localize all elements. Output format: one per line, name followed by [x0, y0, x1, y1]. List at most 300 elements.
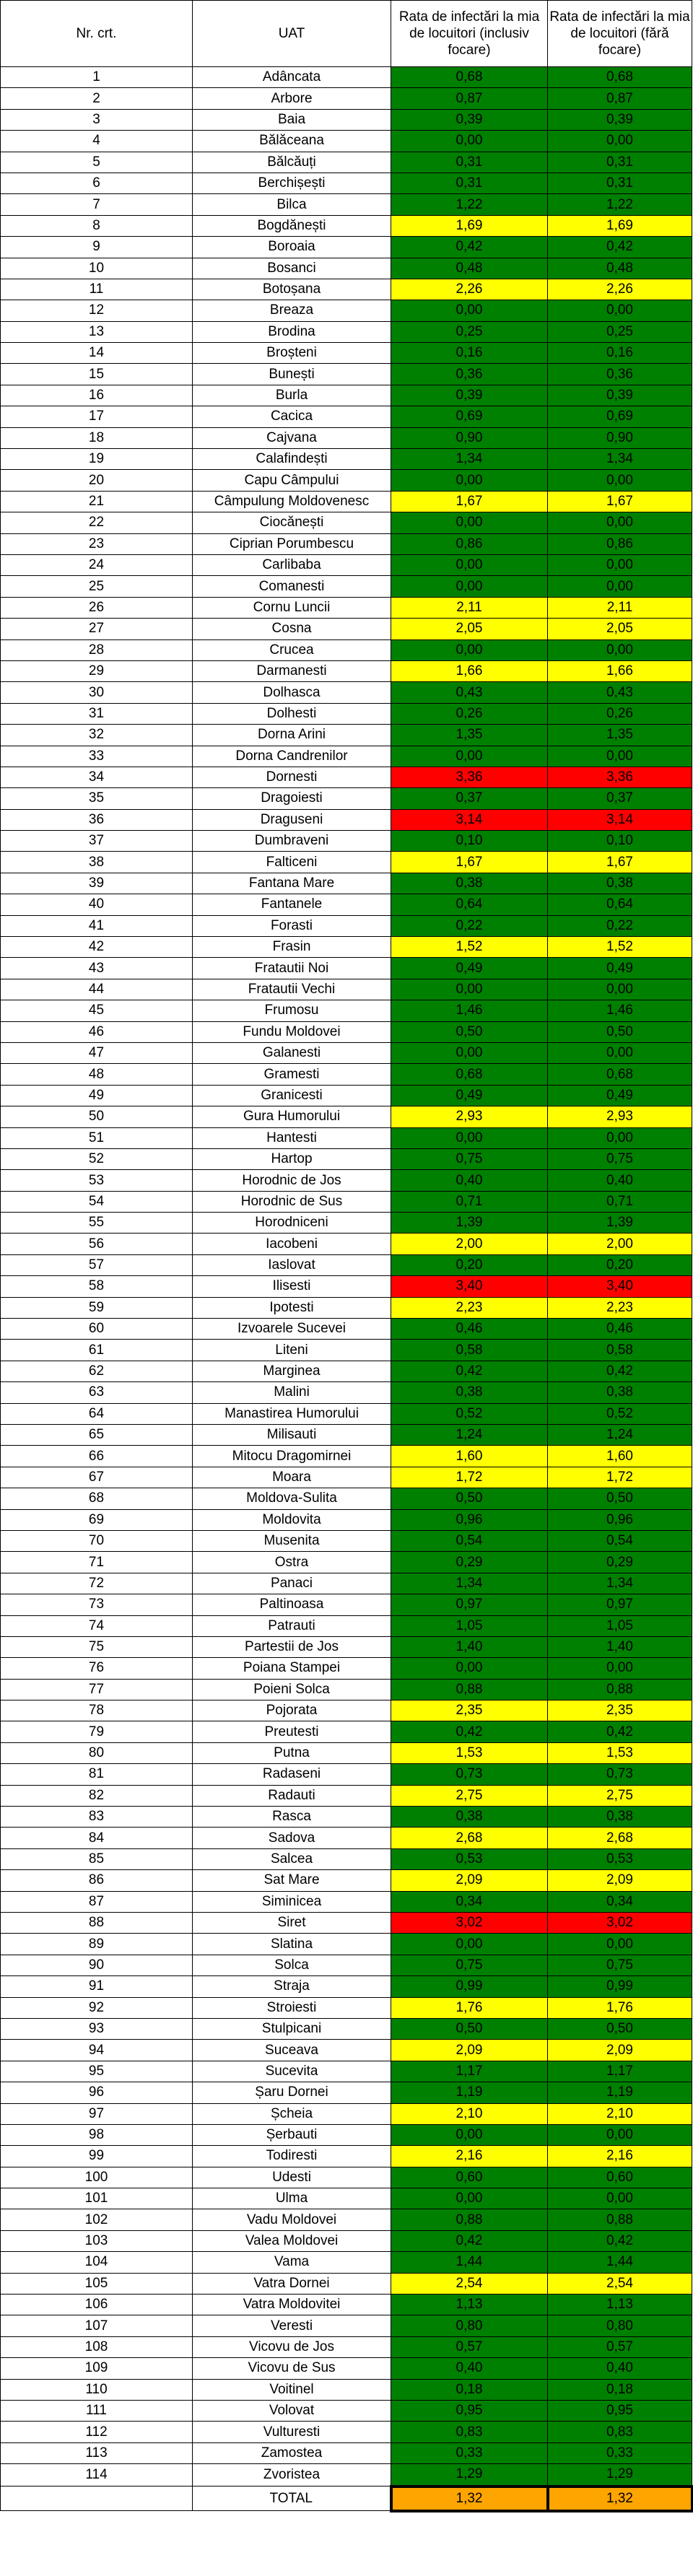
table-row — [1, 619, 692, 639]
row-uat: Comanesti — [193, 576, 391, 597]
row-nr: 72 — [1, 1573, 193, 1594]
table-row — [1, 88, 692, 109]
table-row — [1, 2464, 692, 2487]
row-nr: 32 — [1, 725, 193, 746]
row-rate-inclusive: 0,64 — [391, 894, 548, 915]
table-row — [1, 1934, 692, 1955]
table-row — [1, 1276, 692, 1297]
row-rate-exclusive: 0,00 — [548, 554, 692, 575]
row-nr: 59 — [1, 1297, 193, 1318]
row-nr: 44 — [1, 979, 193, 1000]
row-uat: Breaza — [193, 300, 391, 321]
table-row — [1, 1467, 692, 1488]
row-nr: 6 — [1, 173, 193, 193]
row-rate-inclusive: 2,54 — [391, 2273, 548, 2294]
table-row — [1, 1615, 692, 1636]
row-rate-exclusive: 1,22 — [548, 194, 692, 215]
table-row — [1, 1382, 692, 1403]
table-row — [1, 2061, 692, 2082]
table-row — [1, 1955, 692, 1975]
row-rate-exclusive: 0,42 — [548, 1721, 692, 1742]
row-uat: Straja — [193, 1976, 391, 1997]
row-nr: 85 — [1, 1848, 193, 1869]
table-row — [1, 1828, 692, 1848]
row-uat: Udesti — [193, 2167, 391, 2188]
table-row — [1, 237, 692, 258]
row-nr: 36 — [1, 809, 193, 830]
row-nr: 110 — [1, 2379, 193, 2400]
row-rate-exclusive: 0,40 — [548, 1170, 692, 1191]
row-rate-inclusive: 0,46 — [391, 1319, 548, 1340]
row-nr: 114 — [1, 2464, 193, 2487]
row-nr: 7 — [1, 194, 193, 215]
table-row — [1, 1848, 692, 1869]
table-row — [1, 831, 692, 852]
row-rate-exclusive: 1,66 — [548, 660, 692, 681]
row-rate-inclusive: 2,05 — [391, 619, 548, 639]
row-nr: 113 — [1, 2442, 193, 2463]
row-rate-exclusive: 0,49 — [548, 1085, 692, 1106]
row-rate-exclusive: 1,72 — [548, 1467, 692, 1488]
row-uat: Bălcăuți — [193, 152, 391, 173]
row-rate-inclusive: 3,40 — [391, 1276, 548, 1297]
row-uat: Șaru Dornei — [193, 2082, 391, 2103]
row-rate-inclusive: 0,60 — [391, 2167, 548, 2188]
row-rate-inclusive: 0,00 — [391, 300, 548, 321]
row-uat: Fratautii Noi — [193, 958, 391, 979]
row-rate-exclusive: 2,35 — [548, 1700, 692, 1721]
row-rate-inclusive: 2,35 — [391, 1700, 548, 1721]
row-rate-exclusive: 0,29 — [548, 1552, 692, 1573]
row-rate-exclusive: 0,22 — [548, 915, 692, 936]
row-rate-inclusive: 0,50 — [391, 2018, 548, 2039]
row-nr: 18 — [1, 427, 193, 448]
table-row — [1, 1085, 692, 1106]
row-rate-exclusive: 0,00 — [548, 2188, 692, 2209]
row-rate-inclusive: 0,88 — [391, 1679, 548, 1700]
table-row — [1, 1700, 692, 1721]
row-uat: Câmpulung Moldovenesc — [193, 491, 391, 512]
row-uat: Vicovu de Sus — [193, 2358, 391, 2379]
table-row — [1, 279, 692, 300]
row-nr: 16 — [1, 385, 193, 406]
table-row — [1, 1403, 692, 1424]
row-rate-inclusive: 1,19 — [391, 2082, 548, 2103]
row-uat: Bosanci — [193, 258, 391, 279]
row-rate-inclusive: 0,68 — [391, 67, 548, 88]
row-uat: Arbore — [193, 88, 391, 109]
row-nr: 41 — [1, 915, 193, 936]
row-nr: 101 — [1, 2188, 193, 2209]
row-rate-exclusive: 0,42 — [548, 1361, 692, 1381]
row-rate-inclusive: 0,00 — [391, 1042, 548, 1063]
table-row — [1, 152, 692, 173]
table-row — [1, 788, 692, 809]
row-rate-inclusive: 1,66 — [391, 660, 548, 681]
row-rate-exclusive: 0,80 — [548, 2315, 692, 2336]
table-row — [1, 682, 692, 703]
row-uat: Horodniceni — [193, 1213, 391, 1234]
row-rate-exclusive: 0,18 — [548, 2379, 692, 2400]
row-nr: 58 — [1, 1276, 193, 1297]
row-rate-exclusive: 1,76 — [548, 1997, 692, 2018]
row-rate-inclusive: 0,86 — [391, 533, 548, 554]
row-rate-inclusive: 0,00 — [391, 554, 548, 575]
row-nr: 54 — [1, 1191, 193, 1212]
row-rate-inclusive: 1,67 — [391, 852, 548, 873]
row-nr: 92 — [1, 1997, 193, 2018]
row-uat: Dolhasca — [193, 682, 391, 703]
row-nr: 96 — [1, 2082, 193, 2103]
row-nr: 97 — [1, 2103, 193, 2124]
row-nr: 40 — [1, 894, 193, 915]
table-row — [1, 937, 692, 958]
row-uat: Malini — [193, 1382, 391, 1403]
row-uat: Ulma — [193, 2188, 391, 2209]
row-uat: Ilisesti — [193, 1276, 391, 1297]
table-row — [1, 2358, 692, 2379]
row-nr: 21 — [1, 491, 193, 512]
row-rate-inclusive: 0,38 — [391, 1807, 548, 1828]
row-rate-inclusive: 1,67 — [391, 491, 548, 512]
row-rate-inclusive: 0,42 — [391, 2230, 548, 2251]
row-nr: 78 — [1, 1700, 193, 1721]
table-row — [1, 894, 692, 915]
table-row — [1, 767, 692, 787]
row-rate-exclusive: 0,50 — [548, 2018, 692, 2039]
row-uat: Vatra Dornei — [193, 2273, 391, 2294]
row-rate-inclusive: 0,00 — [391, 1127, 548, 1148]
row-rate-inclusive: 3,14 — [391, 809, 548, 830]
table-row — [1, 300, 692, 321]
table-row — [1, 1254, 692, 1275]
table-row — [1, 1807, 692, 1828]
row-nr: 95 — [1, 2061, 193, 2082]
row-uat: Darmanesti — [193, 660, 391, 681]
row-nr: 81 — [1, 1764, 193, 1785]
row-rate-inclusive: 1,52 — [391, 937, 548, 958]
table-row — [1, 2124, 692, 2145]
row-nr: 53 — [1, 1170, 193, 1191]
row-rate-exclusive: 0,57 — [548, 2336, 692, 2357]
row-nr: 26 — [1, 597, 193, 618]
row-rate-exclusive: 0,42 — [548, 2230, 692, 2251]
row-nr: 56 — [1, 1234, 193, 1254]
table-row — [1, 2167, 692, 2188]
row-uat: Berchișești — [193, 173, 391, 193]
row-rate-inclusive: 0,96 — [391, 1509, 548, 1530]
row-rate-inclusive: 0,42 — [391, 1361, 548, 1381]
row-nr: 93 — [1, 2018, 193, 2039]
table-row — [1, 554, 692, 575]
row-nr: 50 — [1, 1106, 193, 1127]
row-nr: 87 — [1, 1891, 193, 1912]
row-rate-inclusive: 0,00 — [391, 979, 548, 1000]
row-rate-exclusive: 2,10 — [548, 2103, 692, 2124]
row-rate-exclusive: 0,75 — [548, 1148, 692, 1169]
row-nr: 106 — [1, 2295, 193, 2315]
row-rate-exclusive: 0,54 — [548, 1530, 692, 1551]
row-rate-inclusive: 0,00 — [391, 512, 548, 533]
row-nr: 51 — [1, 1127, 193, 1148]
row-rate-exclusive: 1,24 — [548, 1425, 692, 1446]
row-uat: Fantanele — [193, 894, 391, 915]
row-nr: 73 — [1, 1594, 193, 1615]
row-rate-inclusive: 0,69 — [391, 406, 548, 427]
table-row — [1, 2103, 692, 2124]
row-rate-inclusive: 1,13 — [391, 2295, 548, 2315]
row-rate-exclusive: 0,75 — [548, 1955, 692, 1975]
row-nr: 1 — [1, 67, 193, 88]
row-nr: 38 — [1, 852, 193, 873]
row-rate-inclusive: 0,52 — [391, 1403, 548, 1424]
row-rate-exclusive: 0,64 — [548, 894, 692, 915]
row-uat: Salcea — [193, 1848, 391, 1869]
row-rate-exclusive: 0,95 — [548, 2400, 692, 2421]
row-nr: 23 — [1, 533, 193, 554]
row-nr: 86 — [1, 1870, 193, 1891]
header-nr: Nr. crt. — [1, 1, 193, 67]
row-uat: Moldovita — [193, 1509, 391, 1530]
row-rate-exclusive: 0,97 — [548, 1594, 692, 1615]
row-uat: Bilca — [193, 194, 391, 215]
table-row — [1, 1997, 692, 2018]
table-row — [1, 2422, 692, 2442]
row-nr: 102 — [1, 2209, 193, 2230]
row-rate-inclusive: 1,44 — [391, 2252, 548, 2273]
row-rate-inclusive: 0,40 — [391, 2358, 548, 2379]
table-row — [1, 2442, 692, 2463]
row-rate-inclusive: 0,00 — [391, 1934, 548, 1955]
table-row — [1, 746, 692, 767]
row-rate-inclusive: 0,71 — [391, 1191, 548, 1212]
row-uat: Radauti — [193, 1785, 391, 1806]
row-rate-inclusive: 0,34 — [391, 1891, 548, 1912]
row-rate-exclusive: 1,46 — [548, 1000, 692, 1021]
row-rate-exclusive: 1,05 — [548, 1615, 692, 1636]
row-uat: Gura Humorului — [193, 1106, 391, 1127]
table-row — [1, 131, 692, 152]
row-uat: Dornesti — [193, 767, 391, 787]
row-nr: 103 — [1, 2230, 193, 2251]
row-uat: Voitinel — [193, 2379, 391, 2400]
row-rate-inclusive: 1,34 — [391, 1573, 548, 1594]
row-rate-exclusive: 0,31 — [548, 173, 692, 193]
row-rate-exclusive: 0,87 — [548, 88, 692, 109]
row-rate-inclusive: 0,16 — [391, 343, 548, 364]
table-row — [1, 512, 692, 533]
row-nr: 68 — [1, 1488, 193, 1509]
row-rate-inclusive: 0,00 — [391, 2124, 548, 2145]
row-nr: 77 — [1, 1679, 193, 1700]
row-rate-inclusive: 0,31 — [391, 152, 548, 173]
row-rate-inclusive: 0,10 — [391, 831, 548, 852]
row-rate-exclusive: 2,93 — [548, 1106, 692, 1127]
row-nr: 14 — [1, 343, 193, 364]
table-row — [1, 597, 692, 618]
row-nr: 31 — [1, 703, 193, 724]
total-rate-exclusive: 1,32 — [548, 2487, 692, 2511]
table-row — [1, 703, 692, 724]
table-row — [1, 915, 692, 936]
table-body — [1, 67, 692, 2487]
row-nr: 24 — [1, 554, 193, 575]
row-nr: 88 — [1, 1912, 193, 1933]
row-nr: 104 — [1, 2252, 193, 2273]
table-row — [1, 2252, 692, 2273]
row-uat: Moara — [193, 1467, 391, 1488]
row-uat: Milisauti — [193, 1425, 391, 1446]
row-rate-exclusive: 0,36 — [548, 364, 692, 385]
table-row — [1, 2018, 692, 2039]
row-nr: 42 — [1, 937, 193, 958]
row-rate-inclusive: 1,17 — [391, 2061, 548, 2082]
table-row — [1, 660, 692, 681]
row-rate-exclusive: 0,00 — [548, 1127, 692, 1148]
row-nr: 98 — [1, 2124, 193, 2145]
row-uat: Fratautii Vechi — [193, 979, 391, 1000]
row-rate-inclusive: 1,35 — [391, 725, 548, 746]
row-rate-inclusive: 2,68 — [391, 1828, 548, 1848]
table-row — [1, 1297, 692, 1318]
row-rate-exclusive: 1,53 — [548, 1742, 692, 1763]
row-rate-exclusive: 0,00 — [548, 639, 692, 660]
row-uat: Musenita — [193, 1530, 391, 1551]
row-rate-inclusive: 0,00 — [391, 576, 548, 597]
table-row — [1, 1742, 692, 1763]
row-nr: 76 — [1, 1658, 193, 1679]
row-rate-inclusive: 2,26 — [391, 279, 548, 300]
row-nr: 112 — [1, 2422, 193, 2442]
row-nr: 35 — [1, 788, 193, 809]
row-nr: 57 — [1, 1254, 193, 1275]
row-rate-exclusive: 1,34 — [548, 1573, 692, 1594]
row-rate-exclusive: 0,58 — [548, 1340, 692, 1361]
row-uat: Marginea — [193, 1361, 391, 1381]
row-uat: Hantesti — [193, 1127, 391, 1148]
table-row — [1, 1636, 692, 1657]
table-row — [1, 2273, 692, 2294]
row-nr: 9 — [1, 237, 193, 258]
row-rate-inclusive: 1,72 — [391, 1467, 548, 1488]
table-row — [1, 1042, 692, 1063]
row-rate-exclusive: 0,49 — [548, 958, 692, 979]
row-rate-exclusive: 1,44 — [548, 2252, 692, 2273]
row-rate-exclusive: 0,00 — [548, 1042, 692, 1063]
row-nr: 10 — [1, 258, 193, 279]
row-rate-exclusive: 2,05 — [548, 619, 692, 639]
table-row — [1, 809, 692, 830]
row-uat: Izvoarele Sucevei — [193, 1319, 391, 1340]
row-nr: 30 — [1, 682, 193, 703]
total-nr-cell — [1, 2487, 193, 2511]
row-rate-inclusive: 2,09 — [391, 1870, 548, 1891]
table-row — [1, 1319, 692, 1340]
row-uat: Todiresti — [193, 2146, 391, 2167]
table-row — [1, 194, 692, 215]
row-rate-inclusive: 0,00 — [391, 470, 548, 491]
table-row — [1, 979, 692, 1000]
row-uat: Gramesti — [193, 1064, 391, 1085]
row-uat: Patrauti — [193, 1615, 391, 1636]
row-uat: Fantana Mare — [193, 873, 391, 894]
row-rate-exclusive: 2,09 — [548, 2040, 692, 2061]
row-rate-exclusive: 0,71 — [548, 1191, 692, 1212]
row-nr: 66 — [1, 1446, 193, 1467]
row-rate-exclusive: 0,00 — [548, 131, 692, 152]
row-nr: 28 — [1, 639, 193, 660]
table-row — [1, 321, 692, 342]
row-rate-exclusive: 2,16 — [548, 2146, 692, 2167]
row-rate-inclusive: 0,90 — [391, 427, 548, 448]
row-nr: 84 — [1, 1828, 193, 1848]
row-rate-exclusive: 0,68 — [548, 1064, 692, 1085]
table-row — [1, 67, 692, 88]
row-uat: Vicovu de Jos — [193, 2336, 391, 2357]
row-uat: Vadu Moldovei — [193, 2209, 391, 2230]
row-rate-exclusive: 0,33 — [548, 2442, 692, 2463]
row-nr: 34 — [1, 767, 193, 787]
row-nr: 71 — [1, 1552, 193, 1573]
row-rate-inclusive: 0,26 — [391, 703, 548, 724]
row-uat: Iaslovat — [193, 1254, 391, 1275]
row-uat: Sucevita — [193, 2061, 391, 2082]
table-row — [1, 1870, 692, 1891]
table-row — [1, 2209, 692, 2230]
row-nr: 48 — [1, 1064, 193, 1085]
row-rate-inclusive: 0,29 — [391, 1552, 548, 1573]
row-rate-exclusive: 0,38 — [548, 1807, 692, 1828]
row-nr: 19 — [1, 449, 193, 470]
row-nr: 90 — [1, 1955, 193, 1975]
table-row — [1, 1213, 692, 1234]
row-nr: 13 — [1, 321, 193, 342]
row-rate-exclusive: 0,50 — [548, 1021, 692, 1042]
row-uat: Vulturesti — [193, 2422, 391, 2442]
row-rate-exclusive: 2,11 — [548, 597, 692, 618]
row-nr: 111 — [1, 2400, 193, 2421]
table-row — [1, 1148, 692, 1169]
row-rate-inclusive: 1,76 — [391, 1997, 548, 2018]
row-rate-inclusive: 0,42 — [391, 1721, 548, 1742]
row-uat: Panaci — [193, 1573, 391, 1594]
row-uat: Veresti — [193, 2315, 391, 2336]
row-rate-exclusive: 3,40 — [548, 1276, 692, 1297]
row-rate-exclusive: 0,00 — [548, 979, 692, 1000]
row-rate-inclusive: 0,38 — [391, 873, 548, 894]
row-uat: Brodina — [193, 321, 391, 342]
row-rate-inclusive: 2,10 — [391, 2103, 548, 2124]
row-rate-exclusive: 2,09 — [548, 1870, 692, 1891]
row-nr: 27 — [1, 619, 193, 639]
row-rate-inclusive: 0,49 — [391, 1085, 548, 1106]
table-row — [1, 2082, 692, 2103]
row-rate-exclusive: 3,14 — [548, 809, 692, 830]
row-nr: 79 — [1, 1721, 193, 1742]
table-row — [1, 1679, 692, 1700]
row-uat: Broșteni — [193, 343, 391, 364]
row-nr: 3 — [1, 109, 193, 130]
row-rate-exclusive: 1,29 — [548, 2464, 692, 2487]
header-rate-exclusive: Rata de infectări la mia de locuitori (fără focare) — [548, 1, 692, 67]
row-rate-inclusive: 0,00 — [391, 639, 548, 660]
row-uat: Cosna — [193, 619, 391, 639]
row-rate-inclusive: 0,95 — [391, 2400, 548, 2421]
row-rate-inclusive: 1,34 — [391, 449, 548, 470]
row-rate-inclusive: 1,69 — [391, 215, 548, 236]
row-rate-exclusive: 3,02 — [548, 1912, 692, 1933]
row-rate-inclusive: 0,39 — [391, 109, 548, 130]
